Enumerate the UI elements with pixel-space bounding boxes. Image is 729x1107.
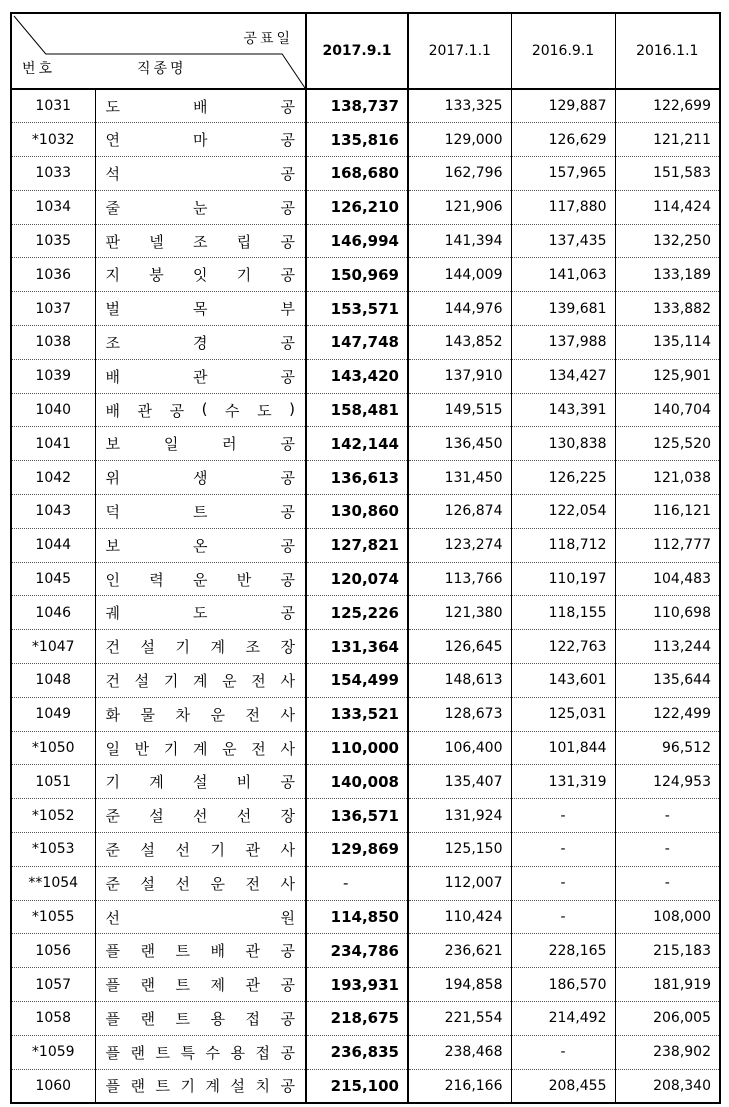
table-row	[11, 224, 720, 258]
wage-value: 158,481	[306, 393, 408, 427]
job-name: 덕 트 공	[105, 502, 295, 521]
job-name: 준 설 선 선 장	[105, 807, 295, 826]
job-name: 플 랜 트 기 계 설 치 공	[105, 1077, 295, 1096]
wage-value: 238,902	[615, 1035, 720, 1069]
table-row	[11, 461, 720, 495]
wage-value: 215,100	[306, 1069, 408, 1103]
job-name: 플 랜 트 특 수 용 접 공	[105, 1043, 295, 1062]
wage-value: 138,737	[306, 89, 408, 123]
job-name: 도 배 공	[105, 97, 295, 116]
wage-value: 148,613	[408, 664, 511, 698]
wage-value: 214,492	[511, 1002, 615, 1036]
publication-date-label: 공표일	[243, 31, 293, 47]
table-row	[11, 731, 720, 765]
wage-value: 113,244	[615, 630, 720, 664]
job-number: 1041	[11, 427, 95, 461]
job-name: 준 설 선 기 관 사	[105, 840, 295, 859]
wage-value: 101,844	[511, 731, 615, 765]
wage-value: 125,150	[408, 833, 511, 867]
wage-value: 125,226	[306, 596, 408, 630]
job-number: 1038	[11, 326, 95, 360]
job-name: 배 관 공	[105, 367, 295, 386]
job-number: 1051	[11, 765, 95, 799]
table-row	[11, 157, 720, 191]
corner-header	[11, 13, 306, 89]
wage-value: 149,515	[408, 393, 511, 427]
job-name: 위 생 공	[105, 469, 295, 488]
job-number: 1057	[11, 968, 95, 1002]
job-name: 석 공	[105, 164, 295, 183]
wage-value: 135,816	[306, 123, 408, 157]
date-header: 2017.9.1	[306, 13, 408, 89]
table-row	[11, 968, 720, 1002]
wage-value: 108,000	[615, 900, 720, 934]
wage-value: 133,521	[306, 697, 408, 731]
wage-table	[10, 12, 721, 1104]
table-row	[11, 630, 720, 664]
table-row	[11, 934, 720, 968]
wage-value: 129,869	[306, 833, 408, 867]
job-number: **1054	[11, 866, 95, 900]
wage-value: 131,450	[408, 461, 511, 495]
job-number: *1053	[11, 833, 95, 867]
wage-value: 110,698	[615, 596, 720, 630]
job-number: 1036	[11, 258, 95, 292]
job-number: 1034	[11, 190, 95, 224]
job-name: 지 붕 잇 기 공	[105, 266, 295, 285]
job-number: 1046	[11, 596, 95, 630]
job-name: 궤 도 공	[105, 604, 295, 623]
job-name-cell	[95, 495, 306, 529]
wage-value: 136,450	[408, 427, 511, 461]
job-name: 벌 목 부	[105, 300, 295, 319]
wage-value: 234,786	[306, 934, 408, 968]
wage-value: 128,673	[408, 697, 511, 731]
job-number: 1056	[11, 934, 95, 968]
table-row	[11, 1069, 720, 1103]
wage-value: 137,988	[511, 326, 615, 360]
wage-value: 121,211	[615, 123, 720, 157]
job-number: 1060	[11, 1069, 95, 1103]
job-name-cell	[95, 157, 306, 191]
job-name-cell	[95, 630, 306, 664]
job-number: 1040	[11, 393, 95, 427]
wage-value: 154,499	[306, 664, 408, 698]
job-name: 기 계 설 비 공	[105, 773, 295, 792]
wage-value: 131,319	[511, 765, 615, 799]
wage-value: 238,468	[408, 1035, 511, 1069]
job-name: 플 랜 트 용 접 공	[105, 1009, 295, 1028]
wage-value: -	[615, 833, 720, 867]
job-name-cell	[95, 765, 306, 799]
number-label: 번호	[22, 61, 56, 77]
job-name-cell	[95, 123, 306, 157]
wage-value: 216,166	[408, 1069, 511, 1103]
wage-value: 126,210	[306, 190, 408, 224]
job-name-cell	[95, 697, 306, 731]
table-row	[11, 292, 720, 326]
wage-value: 122,499	[615, 697, 720, 731]
job-name-cell	[95, 292, 306, 326]
job-number: *1052	[11, 799, 95, 833]
table-row	[11, 495, 720, 529]
wage-value: 208,455	[511, 1069, 615, 1103]
table-row	[11, 190, 720, 224]
wage-value: 143,391	[511, 393, 615, 427]
job-number: 1033	[11, 157, 95, 191]
wage-value: 135,644	[615, 664, 720, 698]
wage-value: 133,325	[408, 89, 511, 123]
wage-value: 121,906	[408, 190, 511, 224]
job-name: 배 관 공 ( 수 도 )	[105, 399, 295, 420]
wage-value: 137,435	[511, 224, 615, 258]
job-name-cell	[95, 934, 306, 968]
wage-value: 221,554	[408, 1002, 511, 1036]
wage-value: 104,483	[615, 562, 720, 596]
job-name: 화 물 차 운 전 사	[105, 705, 295, 724]
table-row	[11, 258, 720, 292]
wage-value: 126,225	[511, 461, 615, 495]
job-number: 1044	[11, 528, 95, 562]
job-name-cell	[95, 190, 306, 224]
job-number: 1048	[11, 664, 95, 698]
wage-value: 134,427	[511, 359, 615, 393]
job-name: 보 온 공	[105, 536, 295, 555]
job-name: 줄 눈 공	[105, 198, 295, 217]
wage-value: 130,860	[306, 495, 408, 529]
wage-value: 112,007	[408, 866, 511, 900]
wage-value: 228,165	[511, 934, 615, 968]
wage-value: 114,424	[615, 190, 720, 224]
wage-value: 122,763	[511, 630, 615, 664]
wage-value: 114,850	[306, 900, 408, 934]
job-number: *1047	[11, 630, 95, 664]
wage-value: 133,882	[615, 292, 720, 326]
wage-value: 127,821	[306, 528, 408, 562]
wage-value: 151,583	[615, 157, 720, 191]
table-row	[11, 326, 720, 360]
wage-value: 120,074	[306, 562, 408, 596]
wage-value: 215,183	[615, 934, 720, 968]
wage-value: 122,054	[511, 495, 615, 529]
wage-value: 206,005	[615, 1002, 720, 1036]
job-name-cell	[95, 258, 306, 292]
job-name-cell	[95, 89, 306, 123]
wage-value: 125,031	[511, 697, 615, 731]
wage-value: 236,621	[408, 934, 511, 968]
table-row	[11, 596, 720, 630]
table-row	[11, 562, 720, 596]
wage-value: 135,114	[615, 326, 720, 360]
table-row	[11, 697, 720, 731]
table-row	[11, 393, 720, 427]
job-name-cell	[95, 224, 306, 258]
job-name: 일 반 기 계 운 전 사	[105, 739, 295, 758]
wage-value: -	[306, 866, 408, 900]
wage-value: 141,394	[408, 224, 511, 258]
wage-value: 126,874	[408, 495, 511, 529]
job-name-cell	[95, 1002, 306, 1036]
job-name-cell	[95, 799, 306, 833]
wage-value: 113,766	[408, 562, 511, 596]
job-number: 1031	[11, 89, 95, 123]
table-row	[11, 664, 720, 698]
table-row	[11, 900, 720, 934]
wage-value: 125,520	[615, 427, 720, 461]
wage-value: 122,699	[615, 89, 720, 123]
wage-value: 144,009	[408, 258, 511, 292]
job-name-cell	[95, 731, 306, 765]
wage-value: 144,976	[408, 292, 511, 326]
table-row	[11, 123, 720, 157]
job-number: 1035	[11, 224, 95, 258]
job-name: 준 설 선 운 전 사	[105, 874, 295, 893]
job-name: 플 랜 트 배 관 공	[105, 942, 295, 961]
wage-value: 168,680	[306, 157, 408, 191]
job-name: 연 마 공	[105, 131, 295, 150]
wage-value: 123,274	[408, 528, 511, 562]
job-number: 1043	[11, 495, 95, 529]
wage-value: 141,063	[511, 258, 615, 292]
job-number: 1037	[11, 292, 95, 326]
wage-value: 129,887	[511, 89, 615, 123]
wage-value: 147,748	[306, 326, 408, 360]
wage-value: 236,835	[306, 1035, 408, 1069]
wage-value: -	[511, 833, 615, 867]
job-number: *1050	[11, 731, 95, 765]
job-name: 건 설 기 계 운 전 사	[105, 671, 295, 690]
table-row	[11, 765, 720, 799]
wage-value: -	[511, 866, 615, 900]
wage-value: 106,400	[408, 731, 511, 765]
wage-value: 136,613	[306, 461, 408, 495]
wage-value: 118,155	[511, 596, 615, 630]
wage-value: 137,910	[408, 359, 511, 393]
wage-value: 143,420	[306, 359, 408, 393]
job-name-cell	[95, 664, 306, 698]
table-row	[11, 528, 720, 562]
table-row	[11, 799, 720, 833]
wage-value: 208,340	[615, 1069, 720, 1103]
job-name-cell	[95, 596, 306, 630]
job-name-cell	[95, 1069, 306, 1103]
wage-value: 117,880	[511, 190, 615, 224]
job-name: 플 랜 트 제 관 공	[105, 976, 295, 995]
job-number: *1059	[11, 1035, 95, 1069]
job-name: 건 설 기 계 조 장	[105, 638, 295, 657]
wage-value: 126,645	[408, 630, 511, 664]
wage-value: 124,953	[615, 765, 720, 799]
table-row	[11, 359, 720, 393]
wage-value: 162,796	[408, 157, 511, 191]
wage-value: 112,777	[615, 528, 720, 562]
wage-value: 153,571	[306, 292, 408, 326]
job-name-cell	[95, 900, 306, 934]
wage-value: 129,000	[408, 123, 511, 157]
wage-value: 126,629	[511, 123, 615, 157]
wage-value: 121,038	[615, 461, 720, 495]
date-header: 2016.1.1	[615, 13, 720, 89]
job-name: 판 넬 조 립 공	[105, 232, 295, 251]
wage-value: -	[615, 799, 720, 833]
job-name: 보 일 러 공	[105, 435, 295, 454]
job-name-cell	[95, 359, 306, 393]
wage-value: 133,189	[615, 258, 720, 292]
wage-value: 140,008	[306, 765, 408, 799]
job-name-cell	[95, 562, 306, 596]
job-name-cell	[95, 427, 306, 461]
wage-value: 186,570	[511, 968, 615, 1002]
job-name-cell	[95, 1035, 306, 1069]
wage-value: 146,994	[306, 224, 408, 258]
table-row	[11, 1035, 720, 1069]
wage-value: 110,197	[511, 562, 615, 596]
wage-value: 116,121	[615, 495, 720, 529]
table-row	[11, 1002, 720, 1036]
table-row	[11, 89, 720, 123]
wage-value: 118,712	[511, 528, 615, 562]
table-row	[11, 427, 720, 461]
wage-value: 150,969	[306, 258, 408, 292]
wage-value: 121,380	[408, 596, 511, 630]
wage-value: 139,681	[511, 292, 615, 326]
job-number: 1042	[11, 461, 95, 495]
job-name-cell	[95, 393, 306, 427]
job-number: 1049	[11, 697, 95, 731]
wage-value: -	[511, 799, 615, 833]
wage-value: 181,919	[615, 968, 720, 1002]
wage-value: 125,901	[615, 359, 720, 393]
job-name: 조 경 공	[105, 333, 295, 352]
job-name-cell	[95, 833, 306, 867]
job-name-cell	[95, 968, 306, 1002]
wage-value: 143,601	[511, 664, 615, 698]
date-header: 2017.1.1	[408, 13, 511, 89]
wage-value: 131,924	[408, 799, 511, 833]
wage-value: 157,965	[511, 157, 615, 191]
job-name: 인 력 운 반 공	[105, 570, 295, 589]
wage-value: 140,704	[615, 393, 720, 427]
wage-value: -	[511, 1035, 615, 1069]
wage-value: 193,931	[306, 968, 408, 1002]
job-name-cell	[95, 326, 306, 360]
job-number: 1045	[11, 562, 95, 596]
job-number: *1032	[11, 123, 95, 157]
job-name-cell	[95, 461, 306, 495]
wage-value: -	[511, 900, 615, 934]
wage-value: 218,675	[306, 1002, 408, 1036]
wage-value: 110,424	[408, 900, 511, 934]
wage-value: 130,838	[511, 427, 615, 461]
wage-value: 136,571	[306, 799, 408, 833]
wage-value: 131,364	[306, 630, 408, 664]
wage-value: 194,858	[408, 968, 511, 1002]
wage-value: 132,250	[615, 224, 720, 258]
wage-value: 142,144	[306, 427, 408, 461]
wage-value: 143,852	[408, 326, 511, 360]
job-number: *1055	[11, 900, 95, 934]
wage-value: 96,512	[615, 731, 720, 765]
job-name: 선 원	[105, 908, 295, 927]
date-header: 2016.9.1	[511, 13, 615, 89]
job-number: 1058	[11, 1002, 95, 1036]
table-row	[11, 833, 720, 867]
job-number: 1039	[11, 359, 95, 393]
job-name-label: 직종명	[137, 61, 187, 77]
wage-value: 135,407	[408, 765, 511, 799]
wage-value: -	[615, 866, 720, 900]
job-name-cell	[95, 528, 306, 562]
wage-value: 110,000	[306, 731, 408, 765]
header-row	[11, 13, 720, 89]
table-body	[11, 89, 720, 1103]
table-row	[11, 866, 720, 900]
job-name-cell	[95, 866, 306, 900]
